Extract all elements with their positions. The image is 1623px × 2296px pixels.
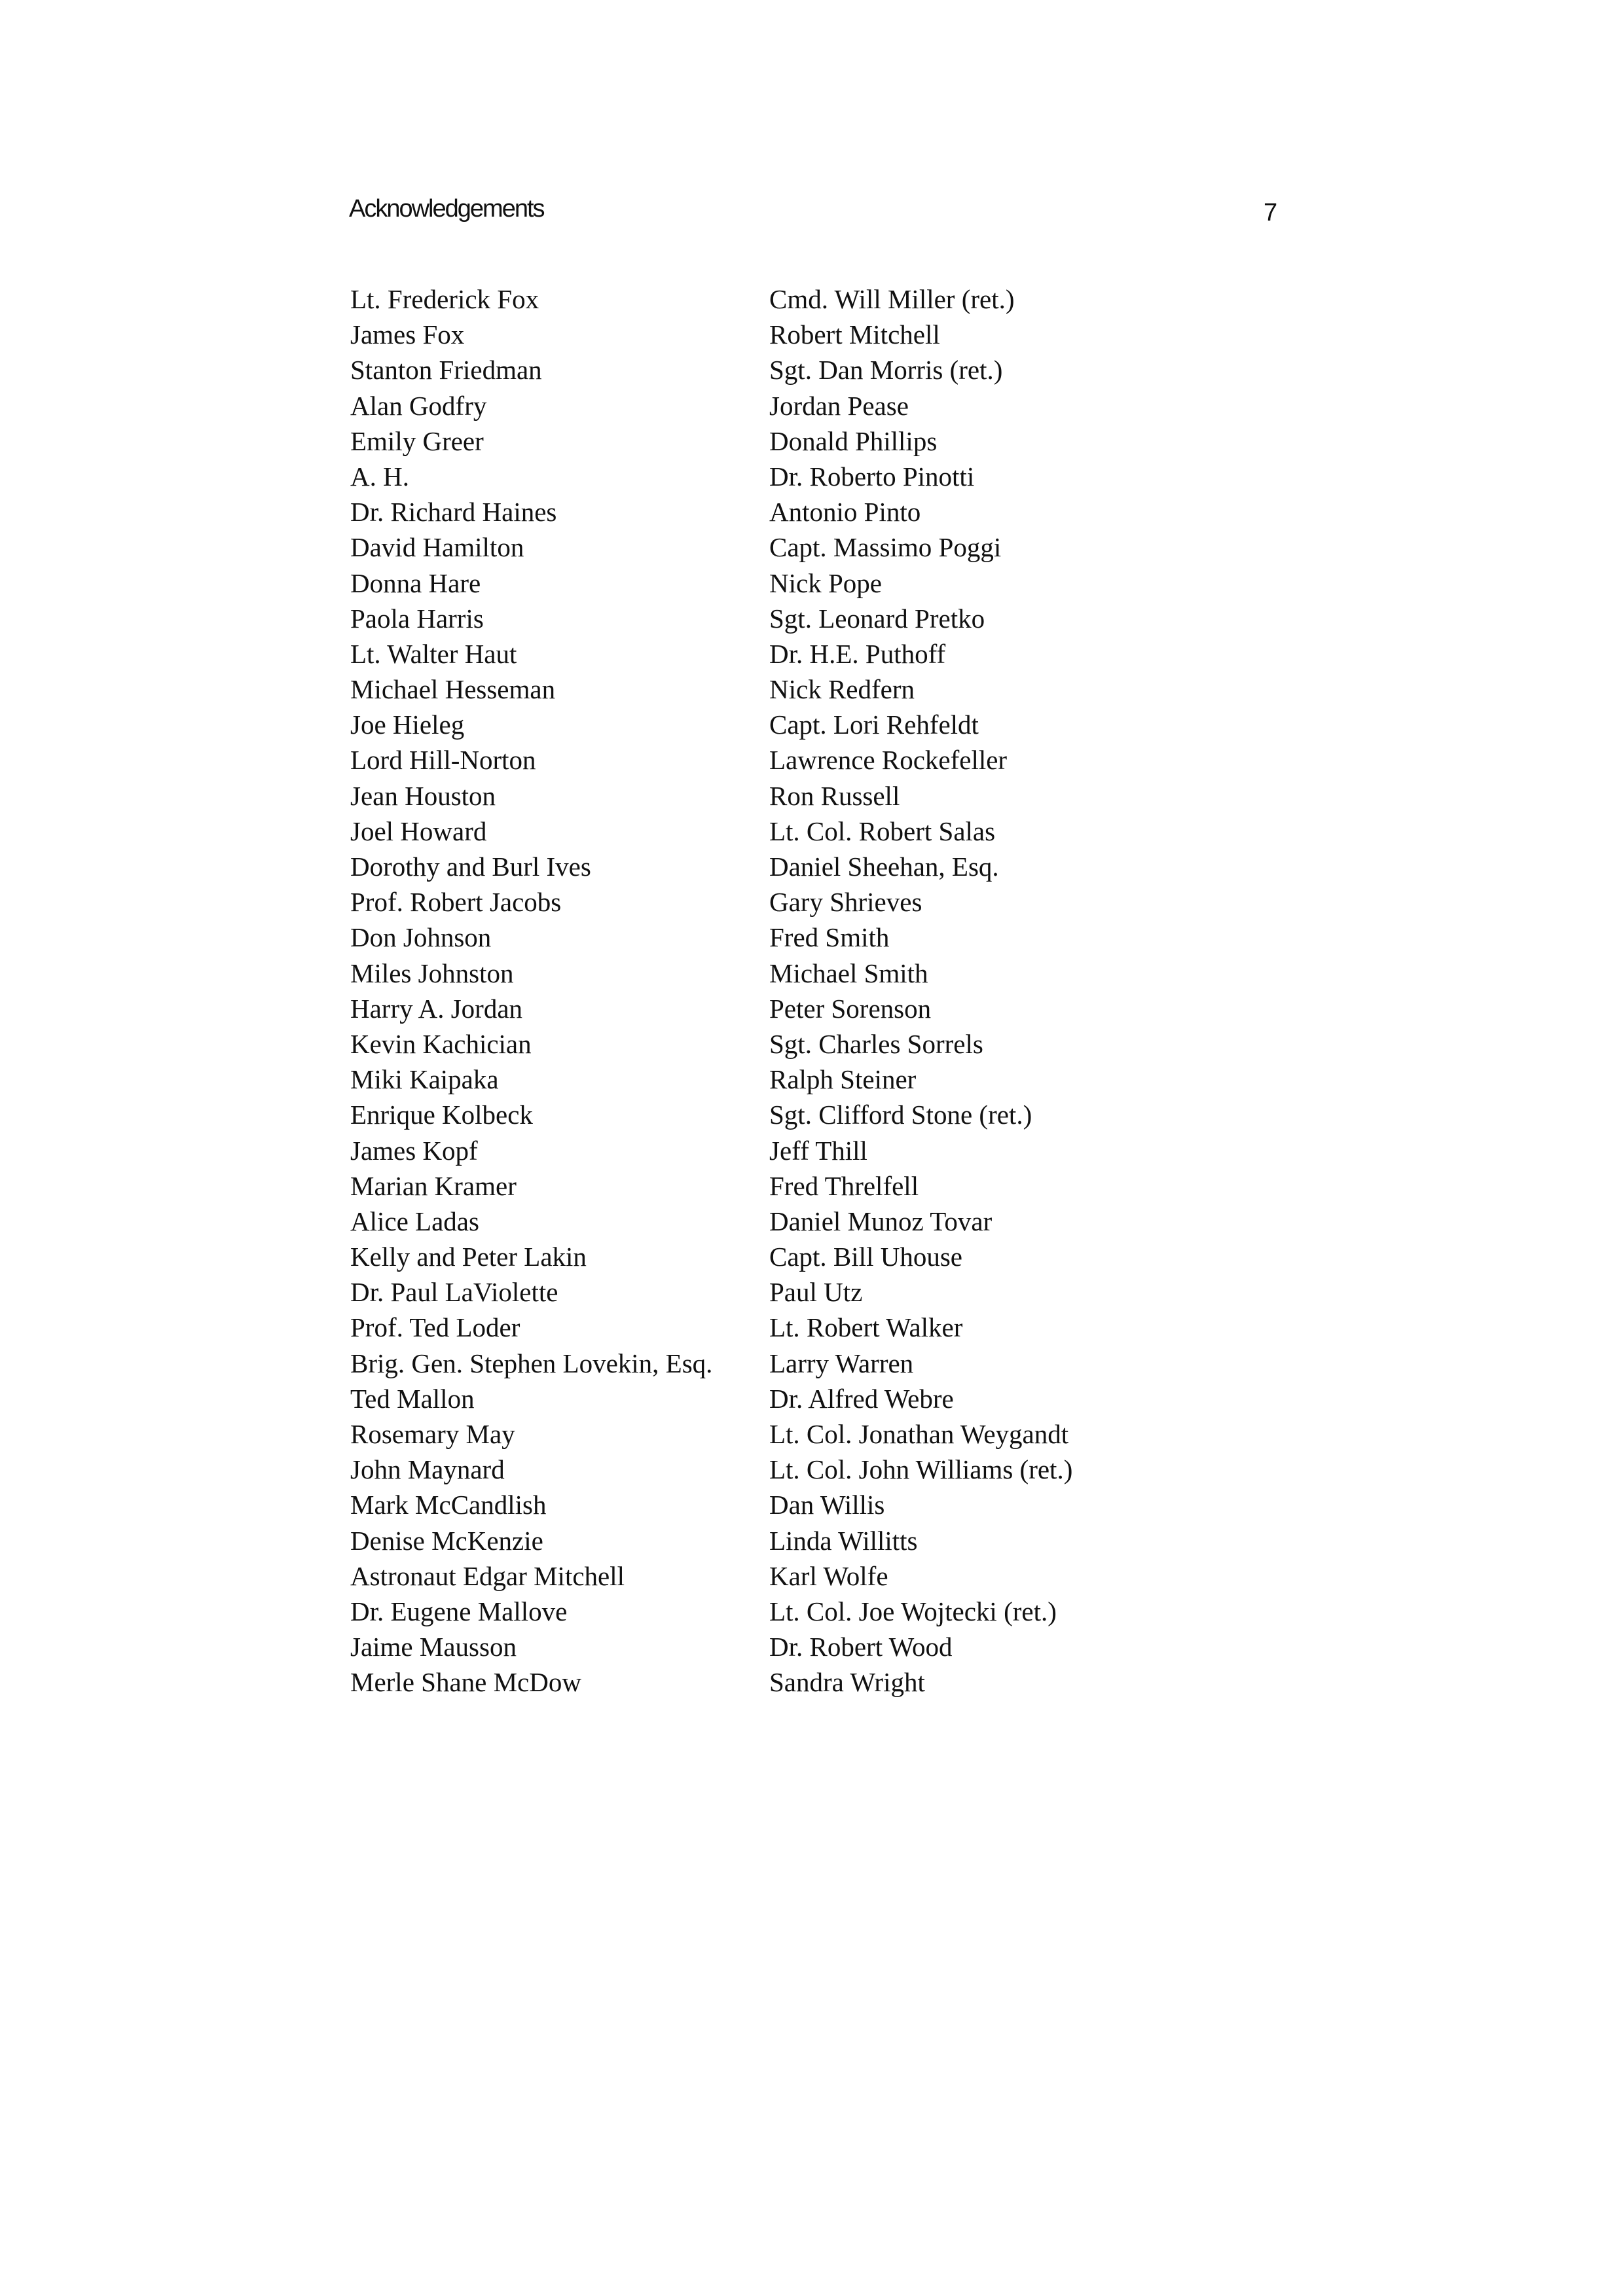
acknowledged-name: Donald Phillips [769,425,938,456]
acknowledged-name: Lt. Robert Walker [769,1312,963,1343]
acknowledged-name: Dr. Alfred Webre [769,1383,954,1414]
acknowledged-name: Kevin Kachician [350,1028,532,1059]
acknowledged-name: Dr. Paul LaViolette [350,1277,558,1308]
acknowledged-name: Paul Utz [769,1277,863,1308]
acknowledged-name: Merle Shane McDow [350,1667,581,1698]
acknowledged-name: Gary Shrieves [769,887,922,918]
page-number: 7 [1264,199,1278,226]
acknowledged-name: Dan Willis [769,1490,885,1520]
acknowledged-name: Fred Threlfell [769,1170,919,1201]
acknowledged-name: Daniel Munoz Tovar [769,1206,993,1236]
acknowledged-name: Nick Redfern [769,674,915,705]
acknowledged-name: Ted Mallon [350,1383,475,1414]
acknowledged-name: Jeff Thill [769,1135,867,1166]
acknowledged-name: Joel Howard [350,816,487,846]
acknowledged-name: Ron Russell [769,780,900,811]
acknowledged-name: Astronaut Edgar Mitchell [350,1560,625,1591]
acknowledged-name: Dr. H.E. Puthoff [769,638,946,669]
names-column-right [769,281,1175,1700]
names-column-left [350,281,743,1700]
acknowledged-name: James Fox [350,319,465,350]
acknowledged-name: Prof. Robert Jacobs [350,887,562,918]
acknowledged-name: Lord Hill-Norton [350,745,536,776]
acknowledged-name: Rosemary May [350,1419,515,1449]
acknowledged-name: Lawrence Rockefeller [769,745,1008,776]
acknowledged-name: Lt. Col. Joe Wojtecki (ret.) [769,1596,1057,1626]
running-head-title: Acknowledgements [349,195,544,223]
acknowledged-name: Don Johnson [350,922,492,953]
acknowledged-name: Sgt. Clifford Stone (ret.) [769,1100,1032,1130]
acknowledged-name: Capt. Bill Uhouse [769,1242,962,1272]
acknowledged-name: Nick Pope [769,567,882,598]
acknowledged-name: Cmd. Will Miller (ret.) [769,284,1015,314]
acknowledged-name: John Maynard [350,1454,505,1485]
acknowledged-name: Dr. Roberto Pinotti [769,461,975,492]
acknowledged-name: David Hamilton [350,532,524,563]
acknowledged-name: Sgt. Leonard Pretko [769,603,985,634]
acknowledged-name: Miki Kaipaka [350,1064,499,1095]
acknowledged-name: Paola Harris [350,603,484,634]
acknowledged-name: Stanton Friedman [350,355,542,386]
acknowledged-name: Enrique Kolbeck [350,1100,533,1130]
acknowledged-name: Karl Wolfe [769,1560,888,1591]
acknowledged-name: Linda Willitts [769,1525,918,1556]
acknowledged-name: Brig. Gen. Stephen Lovekin, Esq. [350,1348,713,1378]
acknowledged-name: Emily Greer [350,425,484,456]
acknowledged-name: Sandra Wright [769,1667,925,1698]
acknowledged-name: Denise McKenzie [350,1525,543,1556]
acknowledged-name: A. H. [350,461,409,492]
acknowledged-name: Donna Hare [350,567,481,598]
acknowledged-name: Larry Warren [769,1348,914,1378]
acknowledged-name: Lt. Walter Haut [350,638,517,669]
acknowledged-name: Michael Smith [769,958,928,988]
acknowledged-name: Lt. Col. John Williams (ret.) [769,1454,1073,1485]
acknowledged-name: Alan Godfry [350,390,487,421]
acknowledged-name: Sgt. Charles Sorrels [769,1028,983,1059]
acknowledged-name: Michael Hesseman [350,674,556,705]
acknowledged-name: Lt. Frederick Fox [350,284,539,314]
acknowledged-name: Lt. Col. Robert Salas [769,816,996,846]
acknowledged-name: Prof. Ted Loder [350,1312,520,1343]
acknowledged-name: Dr. Eugene Mallove [350,1596,568,1626]
acknowledged-name: Ralph Steiner [769,1064,917,1095]
acknowledged-name: Capt. Lori Rehfeldt [769,709,979,740]
acknowledged-name: Fred Smith [769,922,890,953]
acknowledged-name: Harry A. Jordan [350,993,523,1024]
acknowledged-name: Peter Sorenson [769,993,932,1024]
acknowledged-name: Antonio Pinto [769,497,921,528]
acknowledged-name: Jean Houston [350,780,496,811]
acknowledged-name: Sgt. Dan Morris (ret.) [769,355,1003,386]
acknowledged-name: Dr. Robert Wood [769,1632,953,1662]
acknowledged-name: Marian Kramer [350,1170,517,1201]
acknowledged-name: Daniel Sheehan, Esq. [769,852,999,882]
acknowledged-name: Lt. Col. Jonathan Weygandt [769,1419,1069,1449]
acknowledged-name: James Kopf [350,1135,478,1166]
acknowledged-name: Jordan Pease [769,390,909,421]
acknowledged-name: Kelly and Peter Lakin [350,1242,587,1272]
acknowledged-name: Robert Mitchell [769,319,940,350]
acknowledged-name: Mark McCandlish [350,1490,547,1520]
acknowledged-name: Dr. Richard Haines [350,497,557,528]
acknowledged-name: Miles Johnston [350,958,514,988]
acknowledged-name: Alice Ladas [350,1206,479,1236]
acknowledged-name: Capt. Massimo Poggi [769,532,1002,563]
acknowledged-name: Jaime Mausson [350,1632,517,1662]
acknowledged-name: Dorothy and Burl Ives [350,852,591,882]
acknowledged-name: Joe Hieleg [350,709,465,740]
